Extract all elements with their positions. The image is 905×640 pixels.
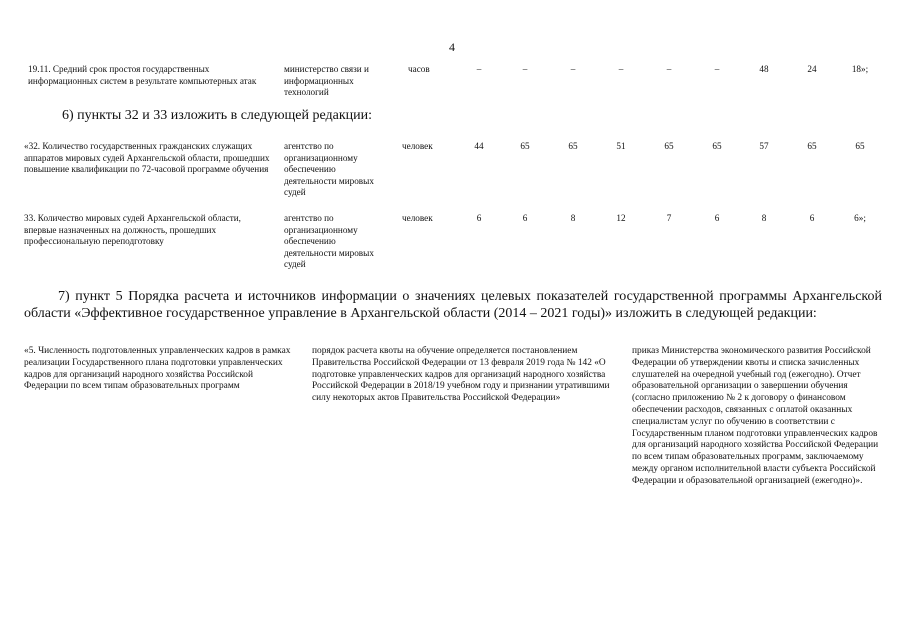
value-cell: 12 [616,213,626,223]
value-cell: 44 [474,141,484,151]
value-cell: 24 [807,64,817,74]
value-cell: 57 [759,141,769,151]
value-cell: 65 [568,141,578,151]
value-cell: 6»; [854,213,866,223]
column-indicator: «5. Численность подготовленных управленческих кадров в рамках реализации Государственного плана подготовки управленческих кадров для организаций народного хозяйства Российской Федерации по всем типам образовательных программ [24,346,291,392]
value-cell: 51 [616,141,626,151]
indicator-unit: человек [402,213,433,223]
indicator-executor: агентство по организационному обеспечению деятельности мировых судей [284,213,374,270]
indicator-name: 19.11. Средний срок простоя государственных информационных систем в результате компьютерных атак [28,64,257,86]
value-cell: 18»; [851,64,869,74]
column-source: приказ Министерства экономического развития Российской Федерации об утверждении квоты и списка зачисленных слушателей на очередной учебный год (ежегодно). Отчет образовательной организации о завершении обучения (согласно приложению № 2 к договору о финансовом обеспечении расходов, связанных с оплатой оказанных специалистам услуг по обучению в соответствии с Государственным планом подготовки управленческих кадров для организаций народного хозяйства Российской Федерации по всем типам образовательных программ, заключаемому между органом исполнительной власти субъекта Российской Федерации и образовательной организацией (ежегодно)». [632,346,879,486]
value-cell: 6 [476,213,482,223]
page-number: 4 [449,40,455,54]
indicator-unit: человек [402,141,433,151]
value-cell: 6 [809,213,815,223]
value-cell: – [570,64,576,74]
value-cell: 65 [807,141,817,151]
section-heading-6: 6) пункты 32 и 33 изложить в следующей редакции: [62,108,373,123]
indicator-executor: министерство связи и информационных технологий [284,64,369,98]
paragraph-7: 7) пункт 5 Порядка расчета и источников информации о значениях целевых показателей государственной программы Архангельской области «Эффективное государственное управление в Архангельской области (2014 – 2021 годы)» изложить в следующей редакции: [24,289,882,321]
indicator-name: 33. Количество мировых судей Архангельской области, впервые назначенных на должность, прошедших профессиональную переподготовку [24,213,241,247]
value-cell: 8 [761,213,767,223]
indicator-name: «32. Количество государственных гражданских служащих аппаратов мировых судей Архангельской области, прошедших повышение квалификации по 72-часовой программе обучения [24,141,270,175]
value-cell: 65 [664,141,674,151]
indicator-executor: агентство по организационному обеспечению деятельности мировых судей [284,141,374,198]
value-cell: 65 [520,141,530,151]
value-cell: 8 [570,213,576,223]
value-cell: 65 [855,141,865,151]
value-cell: – [618,64,624,74]
column-calculation: порядок расчета квоты на обучение определяется постановлением Правительства Российской Федерации от 13 февраля 2019 года № 142 «О подготовке управленческих кадров для организаций народного хозяйства Российской Федерации в 2018/19 учебном году и признании утратившими силу некоторых актов Правительства Российской Федерации» [312,346,610,404]
value-cell: – [666,64,672,74]
indicator-unit: часов [408,64,430,74]
value-cell: 65 [712,141,722,151]
value-cell: 6 [714,213,720,223]
value-cell: 6 [522,213,528,223]
value-cell: – [522,64,528,74]
value-cell: – [714,64,720,74]
value-cell: – [476,64,482,74]
value-cell: 48 [759,64,769,74]
value-cell: 7 [666,213,672,223]
